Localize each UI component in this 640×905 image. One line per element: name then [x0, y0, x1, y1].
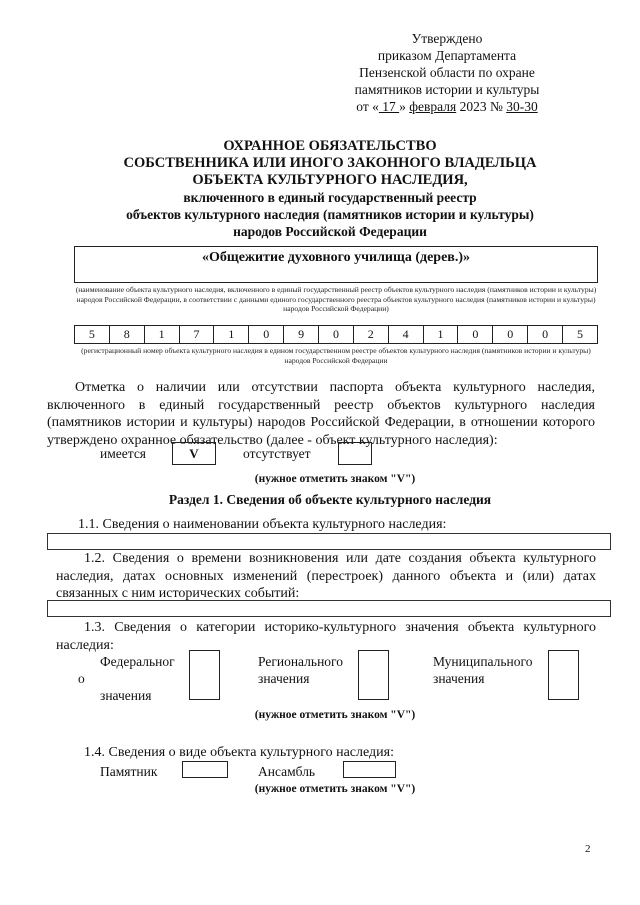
registration-caption: (регистрационный номер объекта культурного наследия в едином государственном реестре объектов культурного наследия (памятников истории и культуры) народов Российской Федерации: [81, 346, 591, 365]
type-monument-label: Памятник: [100, 764, 158, 779]
cat-regional-checkbox[interactable]: [358, 650, 389, 700]
passport-has-label: имеется: [100, 446, 147, 461]
approval-line: приказом Департамента: [377, 48, 517, 63]
type-ensemble-checkbox[interactable]: [343, 761, 396, 778]
approval-line: Утверждено: [411, 31, 483, 46]
registration-digit-cell: 1: [144, 325, 179, 344]
registration-number: [74, 325, 598, 344]
registration-digit-cell: 8: [109, 325, 144, 344]
type-monument-checkbox[interactable]: [182, 761, 228, 778]
registration-digit-cell: 0: [527, 325, 562, 344]
item-1-3-label: 1.3. Сведения о категории историко-культурного значения объекта культурного наследия:: [56, 620, 596, 653]
registration-digit-cell: 0: [248, 325, 283, 344]
cat-federal-label-b: о: [78, 671, 85, 686]
section1-heading: Раздел 1. Сведения об объекте культурного наследия: [168, 492, 492, 507]
registration-digit-cell: 7: [179, 325, 214, 344]
cat-municipal-checkbox[interactable]: [548, 650, 579, 700]
item-1-1-field[interactable]: [47, 533, 611, 550]
page-number: 2: [585, 843, 591, 855]
object-name-value: «Общежитие духовного училища (дерев.)»: [201, 250, 471, 265]
item-1-2-label: 1.2. Сведения о времени возникновения или дате создания объекта культурного наследия, датах основных изменений (перестроек) данного объекта и (или) датах связанных с ним исторических событий:: [56, 551, 596, 601]
type-ensemble-label: Ансамбль: [258, 764, 316, 779]
registration-digit-cell: 1: [423, 325, 458, 344]
object-name-caption: (наименование объекта культурного наследия, включенного в единый государственный реестр объектов культурного наследия (памятников истории и культуры) народов Российской Федерации, в соответствии с данными единого государственного реестра объектов культурного наследия (памятников истории и культуры) народов Российской Федерации): [75, 285, 597, 313]
approval-month: февраля: [409, 99, 457, 114]
passport-paragraph: Отметка о наличии или отсутствии паспорта объекта культурного наследия, включенного в единый государственный реестр объектов культурного наследия (памятников истории и культуры) народов Российской Федерации, в отношении которого утверждено охранное обязательство (далее - объект культурного наследия):: [47, 380, 595, 448]
registration-digit-cell: 1: [213, 325, 248, 344]
item-1-4-label: 1.4. Сведения о виде объекта культурного наследия:: [84, 745, 394, 760]
registration-digit-cell: 0: [318, 325, 353, 344]
passport-has-checkbox[interactable]: V: [172, 442, 216, 465]
approval-line: памятников истории и культуры: [354, 82, 540, 97]
cat-regional-label-a: Регионального: [258, 654, 343, 669]
item-1-1-label: 1.1. Сведения о наименовании объекта культурного наследия:: [78, 517, 447, 532]
cat-municipal-label-a: Муниципального: [433, 654, 533, 669]
passport-note: (нужное отметить знаком "V"): [254, 473, 416, 485]
approval-day: 17: [378, 99, 400, 114]
approval-date: от « 17 » февраля 2023 № 30-30: [356, 99, 538, 114]
item-1-3-note: (нужное отметить знаком "V"): [254, 709, 416, 721]
registration-digit-cell: 5: [562, 325, 598, 344]
registration-digit-cell: 2: [353, 325, 388, 344]
cat-municipal-label-b: значения: [433, 671, 485, 686]
registration-digit-cell: 9: [283, 325, 318, 344]
approval-block: [332, 30, 562, 115]
approval-number: 30-30: [506, 99, 538, 114]
registration-digit-cell: 0: [492, 325, 527, 344]
registration-digit-cell: 0: [457, 325, 492, 344]
passport-absent-label: отсутствует: [243, 446, 311, 461]
cat-federal-label-a: Федеральног: [100, 654, 175, 669]
item-1-4-note: (нужное отметить знаком "V"): [254, 783, 416, 795]
cat-federal-checkbox[interactable]: [189, 650, 220, 700]
document-title: ОХРАННОЕ ОБЯЗАТЕЛЬСТВО СОБСТВЕННИКА ИЛИ ИНОГО ЗАКОННОГО ВЛАДЕЛЬЦА ОБЪЕКТА КУЛЬТУРНОГО НАСЛЕДИЯ, включенного в единый государственный реестр объектов культурного наследия (памятников истории и культуры) народов Российской Федерации: [123, 138, 537, 239]
passport-absent-checkbox[interactable]: [338, 442, 372, 465]
registration-digit-cell: 4: [388, 325, 423, 344]
cat-regional-label-b: значения: [258, 671, 310, 686]
cat-federal-label-c: значения: [100, 688, 152, 703]
object-name-field: [74, 246, 598, 283]
registration-digit-cell: 5: [74, 325, 109, 344]
item-1-2-field[interactable]: [47, 600, 611, 617]
approval-line: Пензенской области по охране: [359, 65, 535, 80]
